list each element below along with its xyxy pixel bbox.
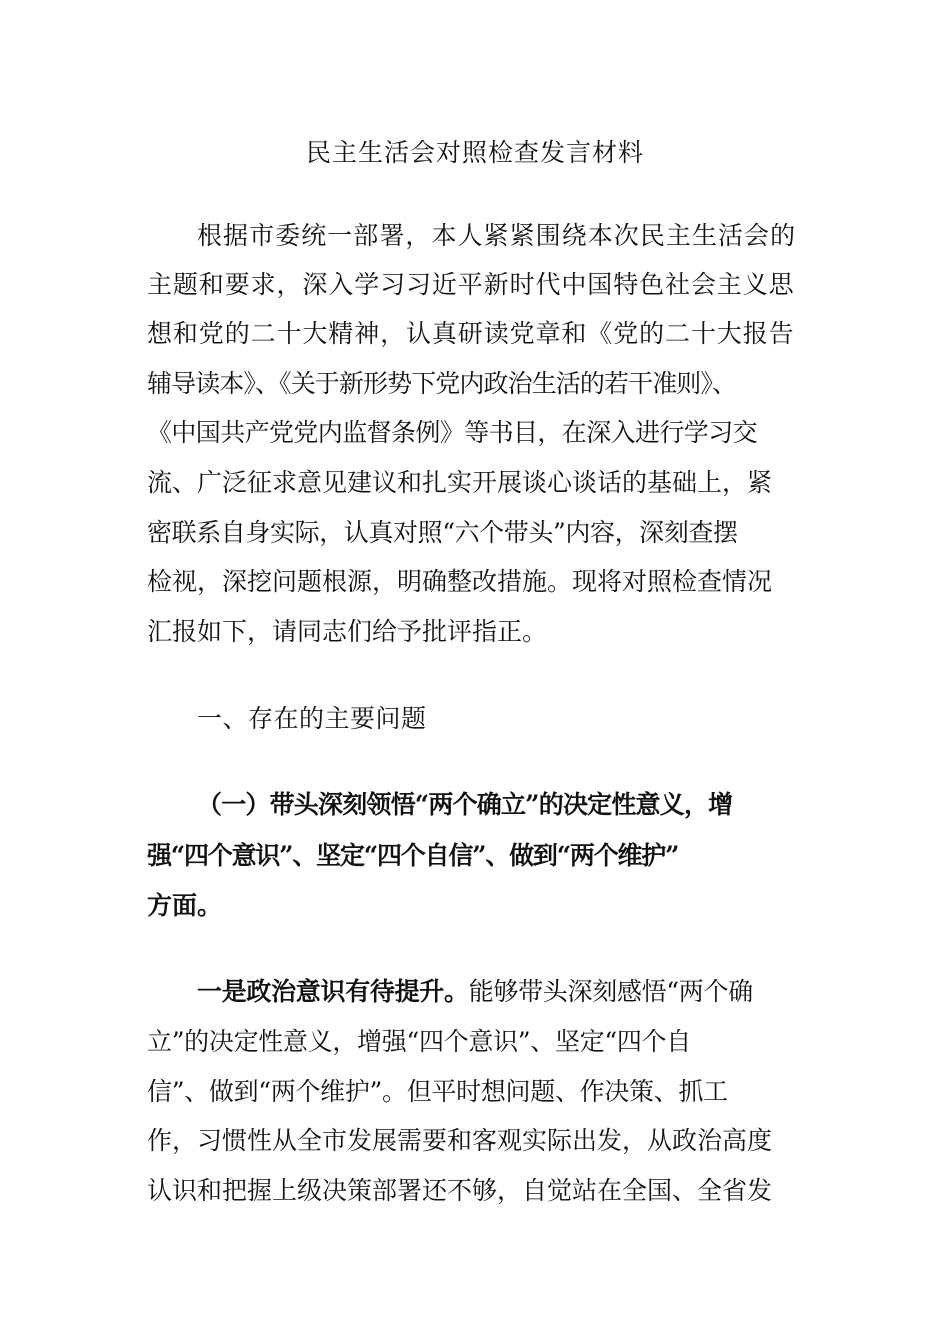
subsection-heading-line-1: （一）带头深刻领悟“两个确立”的决定性意义，增 bbox=[197, 790, 733, 819]
point-lead: 一是政治意识有待提升。 bbox=[197, 977, 469, 1006]
intro-line-2: 主题和要求，深入学习习近平新时代中国特色社会主义思 bbox=[147, 270, 795, 299]
document-title: 民主生活会对照检查发言材料 bbox=[305, 138, 644, 167]
point-line-3: 信”、做到“两个维护”。但平时想问题、作决策、抓工 bbox=[147, 1077, 728, 1106]
intro-line-1: 根据市委统一部署，本人紧紧围绕本次民主生活会的 bbox=[197, 221, 797, 250]
intro-line-4: 辅导读本》、《关于新形势下党内政治生活的若干准则》、 bbox=[147, 369, 737, 398]
intro-line-3: 想和党的二十大精神，认真研读党章和《党的二十大报告 bbox=[147, 319, 795, 348]
intro-line-5: 《中国共产党党内监督条例》等书目，在深入进行学习交 bbox=[147, 418, 758, 447]
point-line-1-text: 能够带头深刻感悟“两个确 bbox=[468, 977, 753, 1006]
point-line-2: 立”的决定性意义，增强“四个意识”、坚定“四个自 bbox=[147, 1027, 691, 1056]
subsection-heading-line-3: 方面。 bbox=[147, 891, 223, 920]
subsection-heading-line-2: 强“四个意识”、坚定“四个自信”、做到“两个维护” bbox=[147, 841, 679, 870]
section-heading: 一、存在的主要问题 bbox=[197, 704, 427, 733]
point-line-1 bbox=[197, 972, 753, 1012]
point-line-5: 认识和把握上级决策部署还不够，自觉站在全国、全省发 bbox=[147, 1176, 773, 1205]
intro-line-6: 流、广泛征求意见建议和扎实开展谈心谈话的基础上，紧 bbox=[147, 468, 773, 497]
intro-line-7: 密联系自身实际，认真对照“六个带头”内容，深刻查摆 bbox=[147, 518, 738, 547]
intro-line-9: 汇报如下，请同志们给予批评指正。 bbox=[147, 617, 548, 646]
point-line-4: 作，习惯性从全市发展需要和客观实际出发，从政治高度 bbox=[147, 1126, 773, 1155]
intro-line-8: 检视，深挖问题根源，明确整改措施。现将对照检查情况 bbox=[147, 567, 773, 596]
